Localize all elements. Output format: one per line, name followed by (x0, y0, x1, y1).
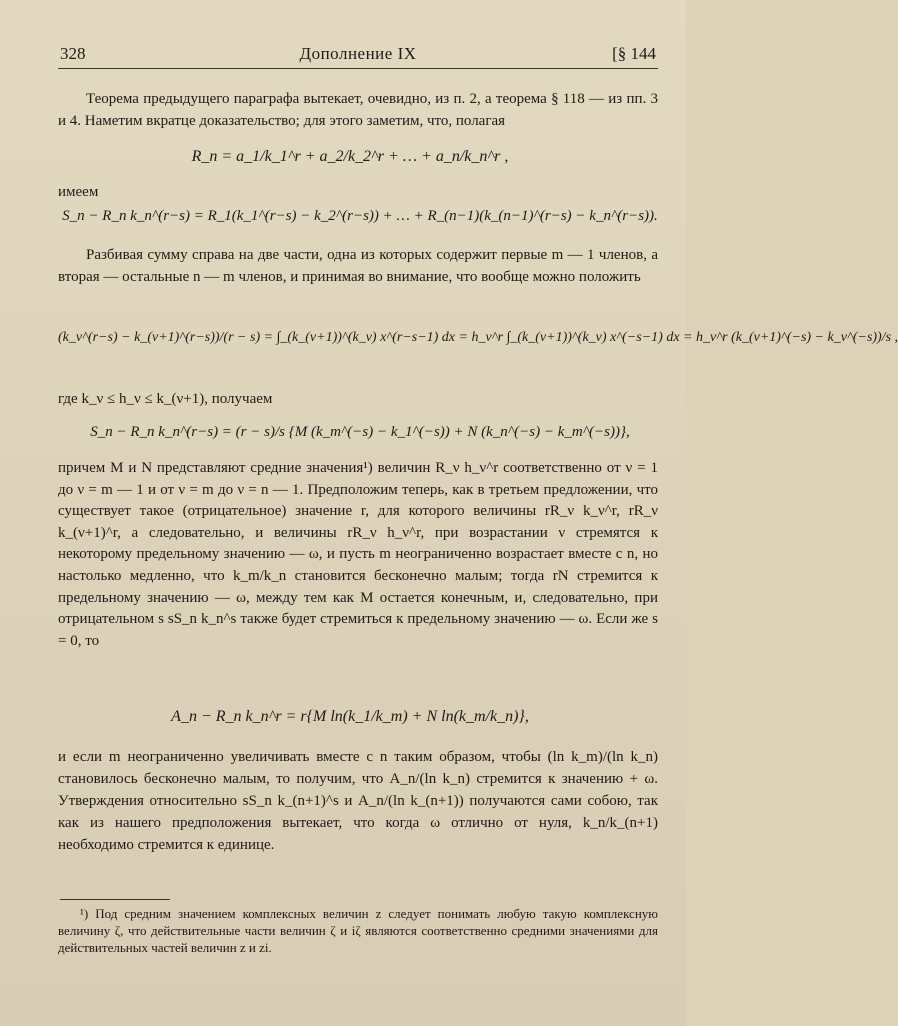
section-mark: [§ 144 (612, 44, 656, 63)
footnote (58, 905, 658, 956)
footnote-rule (60, 899, 170, 900)
footnote-text: ¹) Под средним значением комплексных величин z следует понимать любую такую комплексную величину ζ, что действительные части величин ζ и iζ являются соответственно средними значениями для действительных частей величин z и zi. (58, 906, 658, 955)
paragraph-6-text: и если m неограниченно увеличивать вместе с n таким образом, чтобы (ln k_m)/(ln k_n) становилось бесконечно малым, то получим, что A_n/(ln k_n) стремится к значению + ω. Утверждения относительно sS_n k_(n+1)^s и A_n/(ln k_(n+1)) получаются сами собою, так как из нашего предположения вытекает, что когда ω отлично от нуля, k_n/k_(n+1) необходимо стремится к единице. (58, 749, 658, 853)
paragraph-4: где k_ν ≤ h_ν ≤ k_(ν+1), получаем (58, 391, 273, 407)
paragraph-1-text: Теорема предыдущего параграфа вытекает, очевидно, из п. 2, а теорема § 118 — из пп. 3 и 4. Наметим вкратце доказательство; для этого заметим, что, полагая (58, 91, 658, 129)
paragraph-5 (58, 458, 658, 652)
formula-Sn-mean-values: S_n − R_n k_n^(r−s) = (r − s)/s {M (k_m^(−s) − k_1^(−s)) + N (k_n^(−s) − k_m^(−s))}, (90, 424, 630, 440)
paragraph-6 (58, 746, 658, 856)
paragraph-2: имеем (58, 184, 99, 200)
chapter-title: Дополнение IX (299, 44, 417, 63)
paragraph-3 (58, 244, 658, 288)
formula-Rn: R_n = a_1/k_1^r + a_2/k_2^r + … + a_n/k_n^r , (191, 148, 509, 165)
formula-An: A_n − R_n k_n^r = r{M ln(k_1/k_m) + N ln(k_m/k_n)}, (171, 708, 529, 725)
paragraph-3-text: Разбивая сумму справа на две части, одна из которых содержит первые m — 1 членов, а вторая — остальные n — m членов, и принимая во внимание, что вообще можно положить (58, 247, 658, 285)
formula-Sn-difference: S_n − R_n k_n^(r−s) = R_1(k_1^(r−s) − k_2^(r−s)) + … + R_(n−1)(k_(n−1)^(r−s) − k_n^(r−s)). (62, 208, 658, 224)
running-header (60, 44, 656, 68)
paragraph-1 (58, 88, 658, 132)
header-rule (58, 68, 658, 69)
formula-integral: (k_ν^(r−s) − k_(ν+1)^(r−s))/(r − s) = ∫_(k_(ν+1))^(k_ν) x^(r−s−1) dx = h_ν^r ∫_(k_(ν+1))^(k_ν) x^(−s−1) dx = h_ν^r (k_(ν+1)^(−s) − k_ν^(−s))/s , (58, 330, 898, 345)
page-number: 328 (60, 44, 86, 63)
paragraph-5-text: причем M и N представляют средние значения¹) величин R_ν h_ν^r соответственно от ν = 1 до ν = m — 1 и от ν = m до ν = n — 1. Предположим теперь, как в третьем предложении, что существует такое (отрицательное) значение r, для которого величины rR_ν k_ν^r, rR_ν k_(ν+1)^r, а следовательно, и величины rR_ν h_ν^r, при возрастании ν стремятся к некоторому предельному значению — ω, и пусть m неограниченно возрастает вместе с n, но настолько медленно, что k_m/k_n становится бесконечно малым; тогда rN стремится к предельному значению — ω, между тем как M остается конечным, и, следовательно, при отрицательном s sS_n k_n^s также будет стремиться к предельному значению — ω. Если же s = 0, то (58, 460, 658, 649)
